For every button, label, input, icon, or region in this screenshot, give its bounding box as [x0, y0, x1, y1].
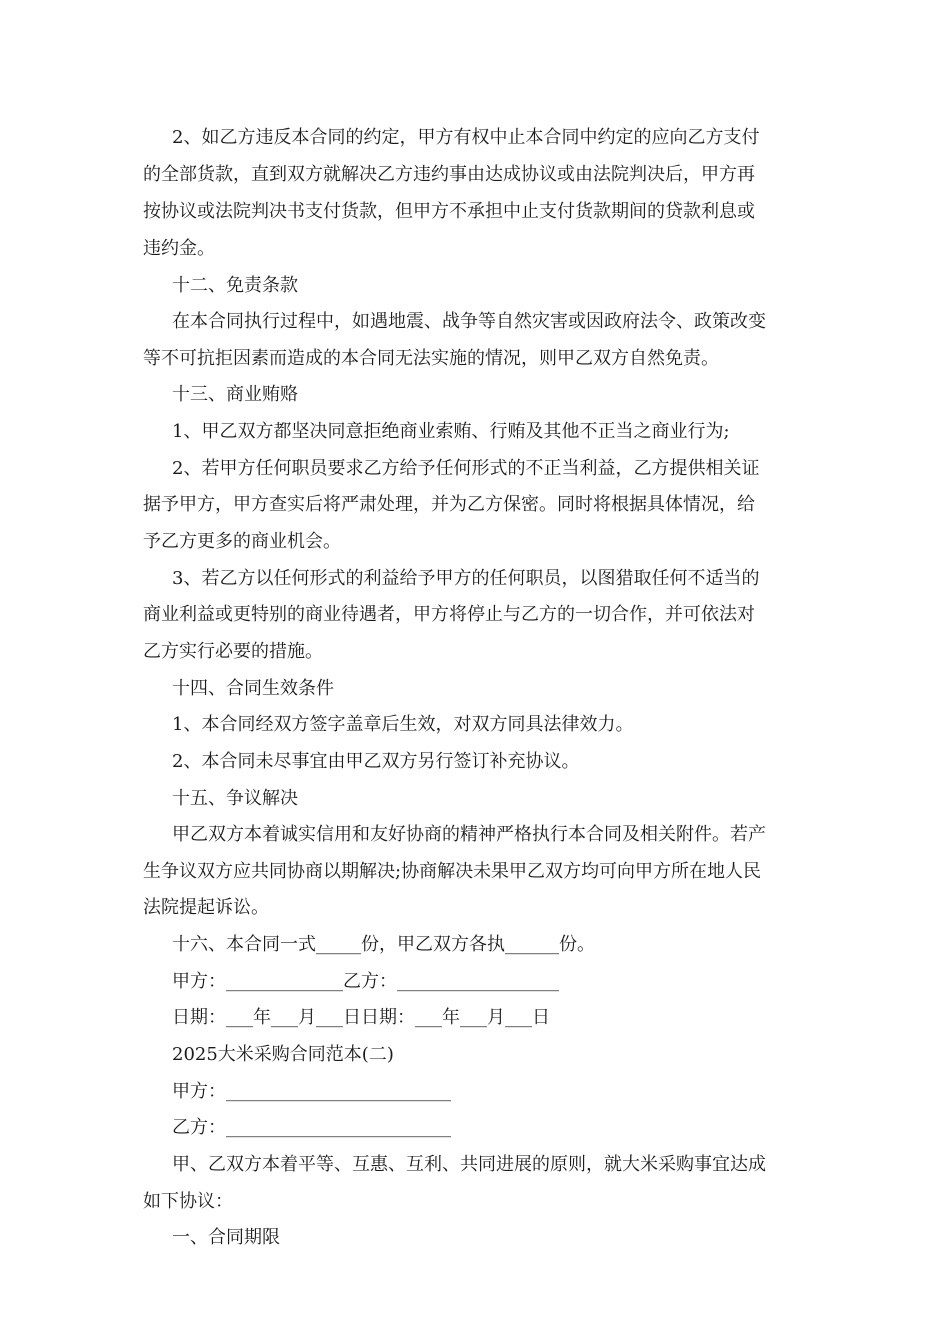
paragraph-line: 1、本合同经双方签字盖章后生效，对双方同具法律效力。	[172, 714, 634, 735]
paragraph-line: 3、若乙方以任何形式的利益给予甲方的任何职员，以图猎取任何不适当的	[172, 568, 760, 589]
party-b-line: 乙方：_________________________	[172, 1117, 451, 1138]
paragraph-line: 2、如乙方违反本合同的约定，甲方有权中止本合同中约定的应向乙方支付	[172, 127, 760, 148]
paragraph-line: 等不可抗拒因素而造成的本合同无法实施的情况，则甲乙双方自然免责。	[143, 348, 719, 369]
signature-line: 甲方：_____________乙方：__________________	[172, 971, 559, 992]
paragraph-line: 据予甲方，甲方查实后将严肃处理，并为乙方保密。同时将根据具体情况，给	[143, 494, 755, 515]
document-title: 2025大米采购合同范本(二)	[172, 1044, 394, 1065]
section-heading: 十四、合同生效条件	[172, 678, 334, 699]
paragraph-line: 十六、本合同一式_____份，甲乙双方各执______份。	[172, 934, 595, 955]
paragraph-line: 如下协议：	[143, 1191, 233, 1212]
paragraph-line: 的全部货款，直到双方就解决乙方违约事由达成协议或由法院判决后，甲方再	[143, 164, 755, 185]
paragraph-line: 生争议双方应共同协商以期解决;协商解决未果甲乙双方均可向甲方所在地人民	[143, 861, 762, 882]
party-a-line: 甲方：_________________________	[172, 1081, 451, 1102]
paragraph-line: 2、若甲方任何职员要求乙方给予任何形式的不正当利益，乙方提供相关证	[172, 458, 760, 479]
paragraph-line: 予乙方更多的商业机会。	[143, 531, 341, 552]
section-heading: 十五、争议解决	[172, 788, 298, 809]
paragraph-line: 2、本合同未尽事宜由甲乙双方另行签订补充协议。	[172, 751, 580, 772]
section-heading: 十三、商业贿赂	[172, 384, 298, 405]
section-heading: 十二、免责条款	[172, 275, 298, 296]
paragraph-line: 商业利益或更特别的商业待遇者，甲方将停止与乙方的一切合作，并可依法对	[143, 604, 755, 625]
paragraph-line: 甲、乙双方本着平等、互惠、互利、共同进展的原则，就大米采购事宜达成	[172, 1154, 766, 1175]
paragraph-line: 法院提起诉讼。	[143, 897, 269, 918]
date-line: 日期：___年___月___日日期：___年___月___日	[172, 1007, 550, 1028]
paragraph-line: 1、甲乙双方都坚决同意拒绝商业索贿、行贿及其他不正当之商业行为;	[172, 421, 730, 442]
paragraph-line: 甲乙双方本着诚实信用和友好协商的精神严格执行本合同及相关附件。若产	[172, 824, 766, 845]
paragraph-line: 违约金。	[143, 238, 215, 259]
paragraph-line: 按协议或法院判决书支付货款，但甲方不承担中止支付货款期间的贷款利息或	[143, 201, 755, 222]
section-heading: 一、合同期限	[172, 1227, 280, 1248]
paragraph-line: 乙方实行必要的措施。	[143, 641, 323, 662]
paragraph-line: 在本合同执行过程中，如遇地震、战争等自然灾害或因政府法令、政策改变	[172, 311, 766, 332]
